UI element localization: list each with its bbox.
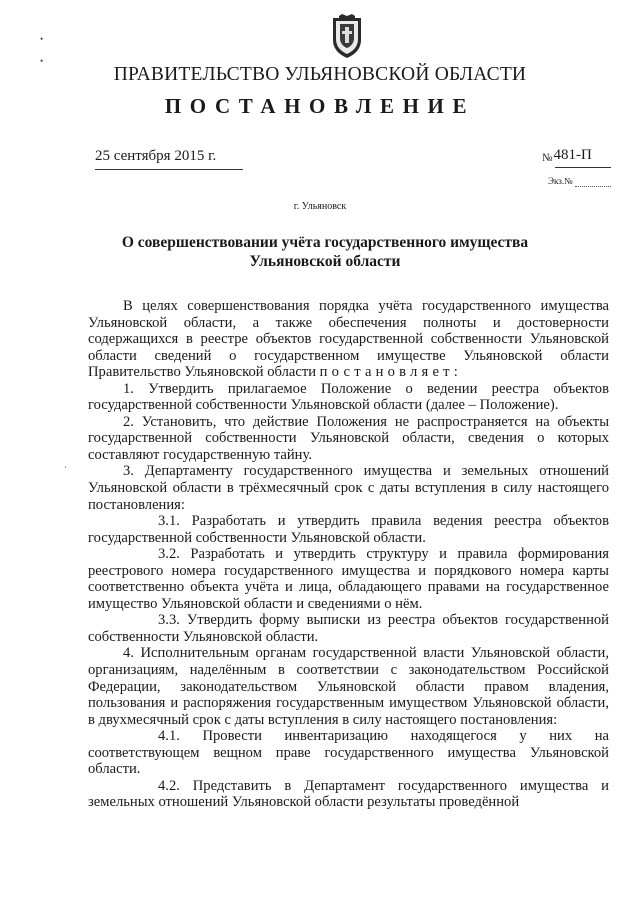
copy-number-line	[575, 186, 611, 187]
scan-mark: •	[40, 34, 44, 44]
paragraph-4-2: 4.2. Представить в Департамент государственного имущества и земельных отношений Ульяновской области результаты проведённой	[88, 777, 609, 811]
decides-colon: :	[453, 364, 458, 381]
intro-text: В целях совершенствования порядка учёта государственного имущества Ульяновской области, а также обеспечения полноты и достоверности содержащихся в реестре объектов государственной собственности Ульяновской области сведений о государственном имуществе Ульяновской области Правительство Ульяновской области	[88, 298, 609, 381]
scan-mark: •	[40, 56, 44, 66]
paragraph-4: 4. Исполнительным органам государственной власти Ульяновской области, организациям, наделённым в соответствии с законодательством Российской Федерации, законодательством Ульяновской области правом владения, пользования и распоряжения государственным имуществом Ульяновской области, в двухмесячный срок с даты вступления в силу настоящего постановления:	[88, 645, 609, 728]
scan-mark: ·	[64, 462, 67, 472]
document-number	[542, 147, 592, 164]
title-line-2: Ульяновской области	[249, 253, 401, 270]
document-type: ПОСТАНОВЛЕНИЕ	[164, 94, 476, 118]
number-underline	[555, 167, 611, 168]
paragraph-3-1: 3.1. Разработать и утвердить правила ведения реестра объектов государственной собственности Ульяновской области.	[88, 513, 609, 546]
paragraph-3-2: 3.2. Разработать и утвердить структуру и правила формирования реестрового номера государственного имущества и порядкового номера карты соответственно объекта учёта и лица, обладающего правами на государственное имущество Ульяновской области и сведениями о нём.	[88, 546, 609, 612]
title-line-1: О совершенствовании учёта государственного имущества	[121, 234, 529, 251]
document-body	[88, 298, 609, 811]
paragraph-3-3: 3.3. Утвердить форму выписки из реестра объектов государственной собственности Ульяновской области.	[88, 612, 609, 645]
document-title	[90, 233, 560, 271]
paragraph-3: 3. Департаменту государственного имущества и земельных отношений Ульяновской области в трёхмесячный срок с даты вступления в силу настоящего постановления:	[88, 463, 609, 513]
number-sign: №	[542, 152, 553, 164]
coat-of-arms-emblem	[330, 14, 364, 60]
paragraph-2: 2. Установить, что действие Положения не распространяется на объекты государственной собственности Ульяновской области, сведения о которых составляют государственную тайну.	[88, 413, 609, 463]
number-value: 481-П	[553, 147, 592, 163]
copy-number-label: Экз.№	[548, 176, 573, 186]
intro-paragraph	[88, 298, 609, 381]
date-underline	[95, 169, 243, 170]
city-name: г. Ульяновск	[293, 201, 347, 212]
decides-word: постановляет	[319, 364, 454, 381]
paragraph-4-1: 4.1. Провести инвентаризацию находящегося у них на соответствующем вещном праве государственного имущества Ульяновской области.	[88, 728, 609, 778]
government-name: ПРАВИТЕЛЬСТВО УЛЬЯНОВСКОЙ ОБЛАСТИ	[113, 64, 527, 85]
document-date: 25 сентября 2015 г.	[95, 148, 217, 164]
paragraph-1: 1. Утвердить прилагаемое Положение о ведении реестра объектов государственной собственности Ульяновской области (далее – Положение).	[88, 380, 609, 414]
